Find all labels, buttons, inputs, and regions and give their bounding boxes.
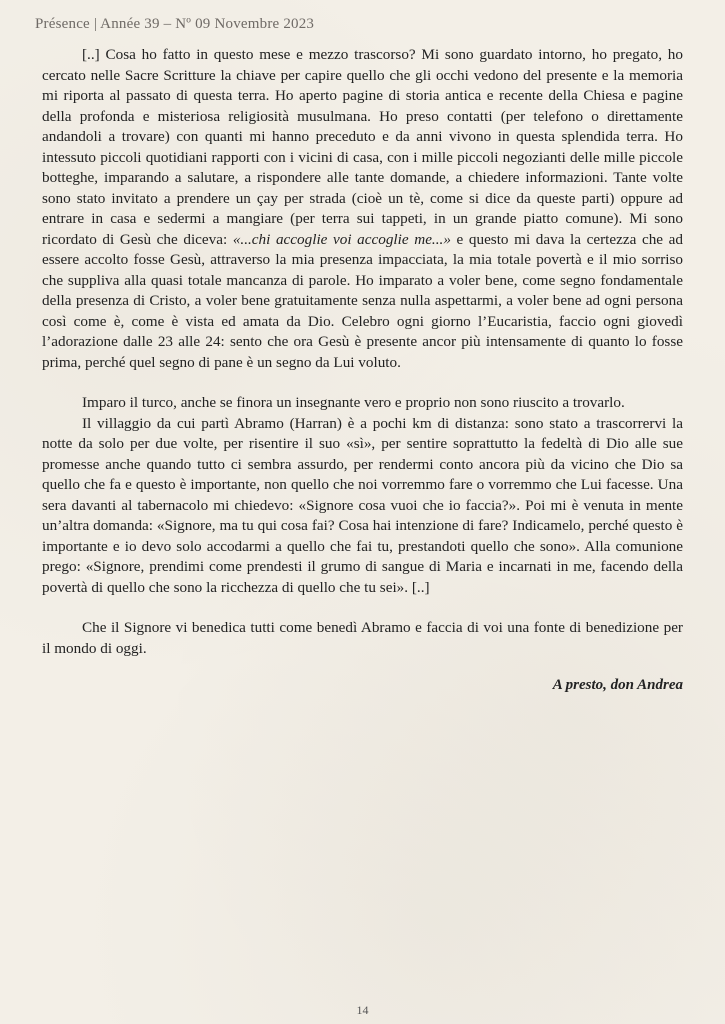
paragraph-spacer (42, 373, 683, 393)
paragraph-2: Imparo il turco, anche se finora un insegnante vero e proprio non sono riuscito a trovarlo. (82, 394, 625, 411)
paragraph-1-text-b: e questo mi dava la certezza che ad essere accolto fosse Gesù, attraverso la mia presenza impacciata, la mia totale povertà e il mio sorriso che suppliva alla quasi totale mancanza di parole. Ho imparato a voler bene, come segno fondamentale della presenza di Cristo, a voler bene gratuitamente senza nulla aspettarmi, a voler bene ad ogni persona così come è, come è vista ed amata da Dio. Celebro ogni giorno l’Eucaristia, faccio ogni giovedì l’adorazione dalle 23 alle 24: sento che ora Gesù è presente ancor più intensamente di quanto lo fosse prima, perché quel segno di pane è un segno da Lui voluto. (42, 230, 683, 371)
paragraph-spacer (42, 598, 683, 618)
running-header: Présence | Année 39 – Nº 09 Novembre 2023 (35, 16, 315, 32)
paragraph-1-text-a: [..] Cosa ho fatto in questo mese e mezzo trascorso? Mi sono guardato intorno, ho pregato, ho cercato nelle Sacre Scritture la chiave per capire quello che gli occhi vedono del presente e la memoria mi riporta al passato di questa terra. Ho aperto pagine di storia antica e recente della Chiesa e pagine della profonda e misteriosa religiosità musulmana. Ho preso contatti (per telefono o direttamente andandoli a trovare) con quanti mi hanno preceduto e da anni vivono in questa splendida terra. Ho intessuto piccoli quotidiani rapporti con i vicini di casa, con i mille piccoli negozianti delle mille piccole botteghe, imparando a salutare, a rispondere alle tante domande, a chiedere informazioni. Tante volte sono stato invitato a prendere un çay per strada (cioè un tè, come si dice da queste parti) oppure ad entrare in casa e sedermi a mangiare (per terra sui tappeti, in un grande piatto comune). Mi sono ricordato di Gesù che diceva: (42, 46, 683, 248)
gospel-quote: «...chi accoglie voi accoglie me...» (232, 230, 451, 248)
article-body (42, 45, 683, 696)
paragraph-4: Che il Signore vi benedica tutti come benedì Abramo e faccia di voi una fonte di benedizione per il mondo di oggi. (42, 619, 683, 657)
paragraph-3: Il villaggio da cui partì Abramo (Harran) è a pochi km di distanza: sono stato a trascorrervi la notte da solo per due volte, per risentire il suo «sì», per sentire soprattutto la fedeltà di Dio alle sue promesse anche quando tutto ci sembra assurdo, per rendermi conto ancora più da vicino che Dio sa quello che fa e questo è importante, non quello che noi vorremmo fare o vorremmo che Lui facesse. Una sera davanti al tabernacolo mi chiedevo: «Signore cosa vuoi che io faccia?». Poi mi è venuta in mente un’altra domanda: «Signore, ma tu qui cosa fai? Cosa hai intenzione di fare? Indicamelo, perché questo è importante e io devo solo accodarmi a quello che fai tu, prestandoti quello che sono». Alla comunione prego: «Signore, prendimi come prendesti il grumo di sangue di Maria e incarnati in me, facendo della povertà di quello che sono la ricchezza di quello che tu sei». [..] (42, 414, 683, 596)
paragraph-1 (42, 45, 683, 373)
page-number: 14 (356, 1003, 369, 1017)
signature: A presto, don Andrea (552, 677, 683, 693)
